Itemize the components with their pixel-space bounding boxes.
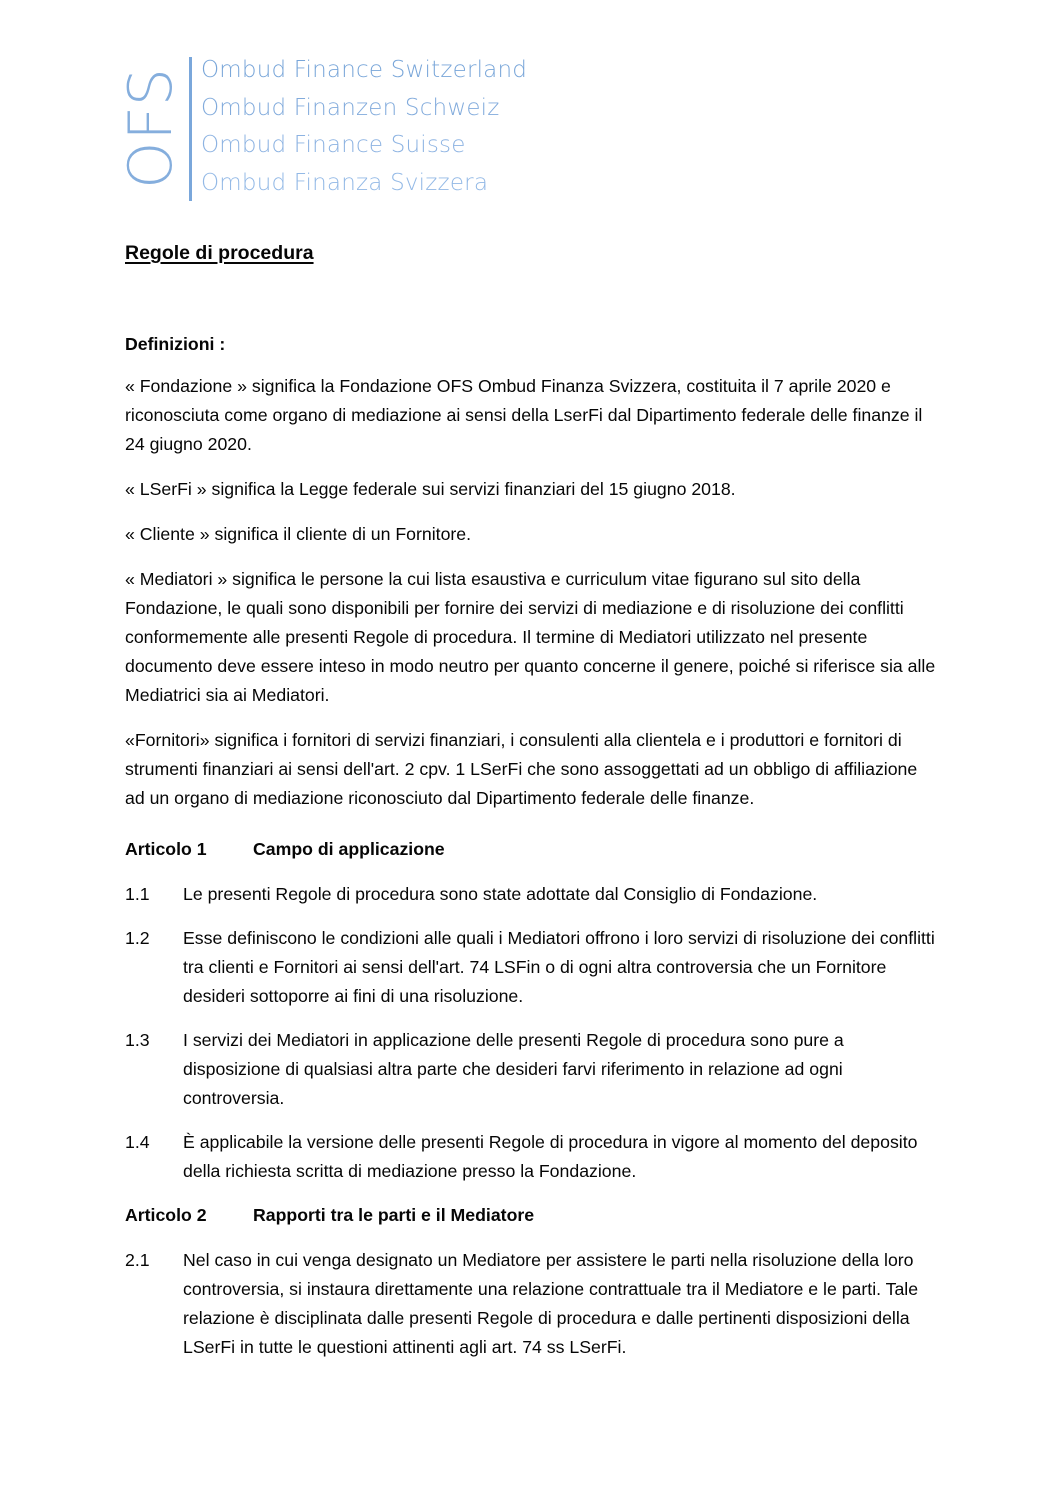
definitions-heading: Definizioni : — [125, 334, 226, 354]
section-label: Articolo 2 — [125, 1205, 207, 1225]
definition-paragraph-cliente: « Cliente » significa il cliente di un Fornitore. — [125, 524, 472, 544]
item-text: Le presenti Regole di procedura sono state adottate dal Consiglio di Fondazione. — [183, 884, 818, 904]
ofs-logo-acronym: OFS — [116, 67, 186, 189]
item-number: 1.3 — [125, 1030, 150, 1050]
numbered-item-1-4 — [125, 1128, 940, 1186]
logo-line-french: Ombud Finance Suisse — [201, 132, 466, 158]
section-label: Articolo 1 — [125, 839, 207, 859]
item-number: 1.4 — [125, 1132, 150, 1152]
item-number: 1.1 — [125, 884, 150, 904]
section-title: Rapporti tra le parti e il Mediatore — [253, 1205, 535, 1225]
section-heading-articolo-2 — [125, 1201, 940, 1230]
definition-paragraph-fornitori: «Fornitori» significa i fornitori di servizi finanziari, i consulenti alla clientela e i produttori e fornitori di strumenti finanziari ai sensi dell'art. 2 cpv. 1 LSerFi che sono assoggettati ad un obbligo di affiliazione ad un organo di mediazione riconosciuto dal Dipartimento federale delle finanze. — [125, 730, 918, 808]
logo-divider — [189, 57, 192, 201]
numbered-item-2-1 — [125, 1246, 940, 1362]
item-text: Esse definiscono le condizioni alle quali i Mediatori offrono i loro servizi di risoluzione dei conflitti tra clienti e Fornitori ai sensi dell'art. 74 LSFin o di ogni altra controversia che un Fornitore desideri sottoporre ai fini di una risoluzione. — [183, 928, 935, 1006]
logo-wordmark — [201, 52, 527, 202]
item-text: Nel caso in cui venga designato un Mediatore per assistere le parti nella risoluzione della loro controversia, si instaura direttamente una relazione contrattuale tra il Mediatore e le parti. Tale relazione è disciplinata dalle presenti Regole di procedura e dalle pertinenti disposizioni della LSerFi in tutte le questioni attinenti agli art. 74 ss LSerFi. — [183, 1250, 919, 1357]
document-content — [125, 240, 940, 1377]
logo-line-german: Ombud Finanzen Schweiz — [201, 94, 500, 121]
section-title: Campo di applicazione — [253, 839, 445, 859]
section-heading-articolo-1 — [125, 835, 940, 864]
document-title: Regole di procedura — [125, 242, 314, 264]
logo-line-english: Ombud Finance Switzerland — [201, 57, 528, 83]
definition-paragraph-lserfi: « LSerFi » significa la Legge federale sui servizi finanziari del 15 giugno 2018. — [125, 479, 736, 499]
numbered-item-1-1 — [125, 880, 940, 909]
definition-paragraph-mediatori: « Mediatori » significa le persone la cui lista esaustiva e curriculum vitae figurano sul sito della Fondazione, le quali sono disponibili per fornire dei servizi di mediazione e di risoluzione dei conflitti conformemente alle presenti Regole di procedura. Il termine di Mediatori utilizzato nel presente documento deve essere inteso in modo neutro per quanto concerne il genere, poiché si riferisce sia alle Mediatrici sia ai Mediatori. — [125, 569, 936, 705]
numbered-item-1-2 — [125, 924, 940, 1011]
item-number: 1.2 — [125, 928, 150, 948]
item-number: 2.1 — [125, 1250, 150, 1270]
numbered-item-1-3 — [125, 1026, 940, 1113]
logo-line-italian: Ombud Finanza Svizzera — [201, 169, 489, 196]
item-text: I servizi dei Mediatori in applicazione delle presenti Regole di procedura sono pure a disposizione di qualsiasi altra parte che desideri farvi riferimento in relazione ad ogni controversia. — [183, 1030, 844, 1108]
item-text: È applicabile la versione delle presenti Regole di procedura in vigore al momento del deposito della richiesta scritta di mediazione presso la Fondazione. — [183, 1132, 918, 1181]
definition-paragraph-fondazione: « Fondazione » significa la Fondazione OFS Ombud Finanza Svizzera, costituita il 7 aprile 2020 e riconosciuta come organo di mediazione ai sensi della LserFi dal Dipartimento federale delle finanze il 24 giugno 2020. — [125, 376, 923, 454]
